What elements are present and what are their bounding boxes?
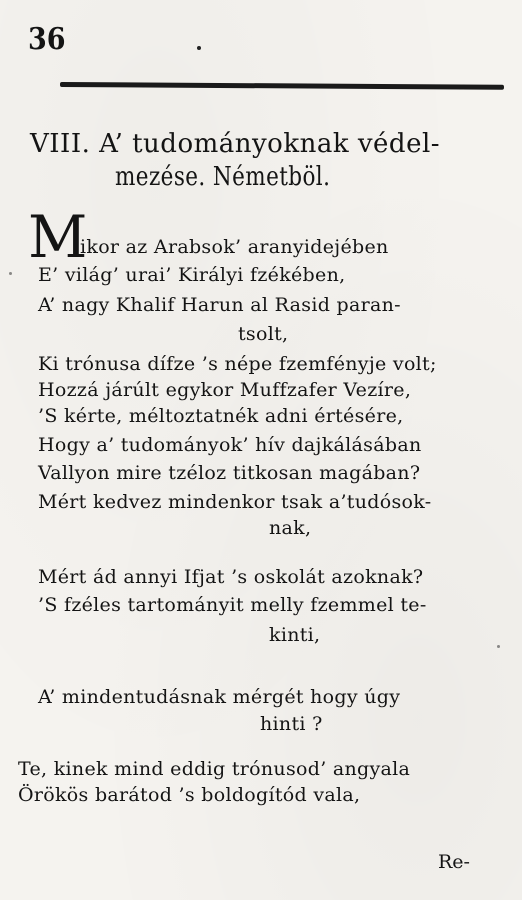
verse-line: Mért kedvez mindenkor tsak a’tudósok- <box>38 491 432 513</box>
verse-line: Hozzá járúlt egykor Muffzafer Vezíre, <box>38 379 412 401</box>
chapter-heading-line-1: VIII. A’ tudományoknak védel- <box>30 129 441 159</box>
verse-line: Örökös barátod ’s boldogítód vala, <box>18 784 361 806</box>
verse-line-continuation: kinti, <box>269 624 321 646</box>
verse-line: ’S fzéles tartományit melly fzemmel te- <box>38 594 427 616</box>
ink-speck <box>197 46 201 50</box>
verse-line: ’S kérte, méltoztatnék adni értésére, <box>38 405 404 427</box>
page-number: 36 <box>28 22 66 57</box>
verse-line-continuation: tsolt, <box>238 323 289 345</box>
verse-line: ikor az Arabsok’ aranyidejében <box>80 236 389 258</box>
verse-line: Mért ád annyi Ifjat ’s oskolát azoknak? <box>38 566 424 588</box>
verse-line: A’ mindentudásnak mérgét hogy úgy <box>38 686 401 708</box>
verse-line: Ki trónusa dífze ’s népe fzemfényje volt; <box>38 353 437 375</box>
verse-line: Hogy a’ tudományok’ hív dajkálásában <box>38 434 422 456</box>
ink-speck <box>497 645 500 648</box>
verse-line-continuation: nak, <box>269 517 312 539</box>
header-rule <box>60 82 504 90</box>
verse-line: E’ világ’ urai’ Királyi fzékében, <box>38 264 346 286</box>
verse-line: Te, kinek mind eddig trónusod’ angyala <box>18 758 411 780</box>
chapter-heading-line-2: mezése. Németböl. <box>115 162 331 192</box>
verse-line: Vallyon mire tzéloz titkosan magában? <box>38 462 421 484</box>
catchword: Re- <box>438 851 470 873</box>
ink-speck <box>9 272 12 275</box>
drop-cap-initial: M <box>28 203 88 271</box>
verse-line: A’ nagy Khalif Harun al Rasid paran- <box>38 294 401 316</box>
verse-line-continuation: hinti ? <box>260 713 323 735</box>
